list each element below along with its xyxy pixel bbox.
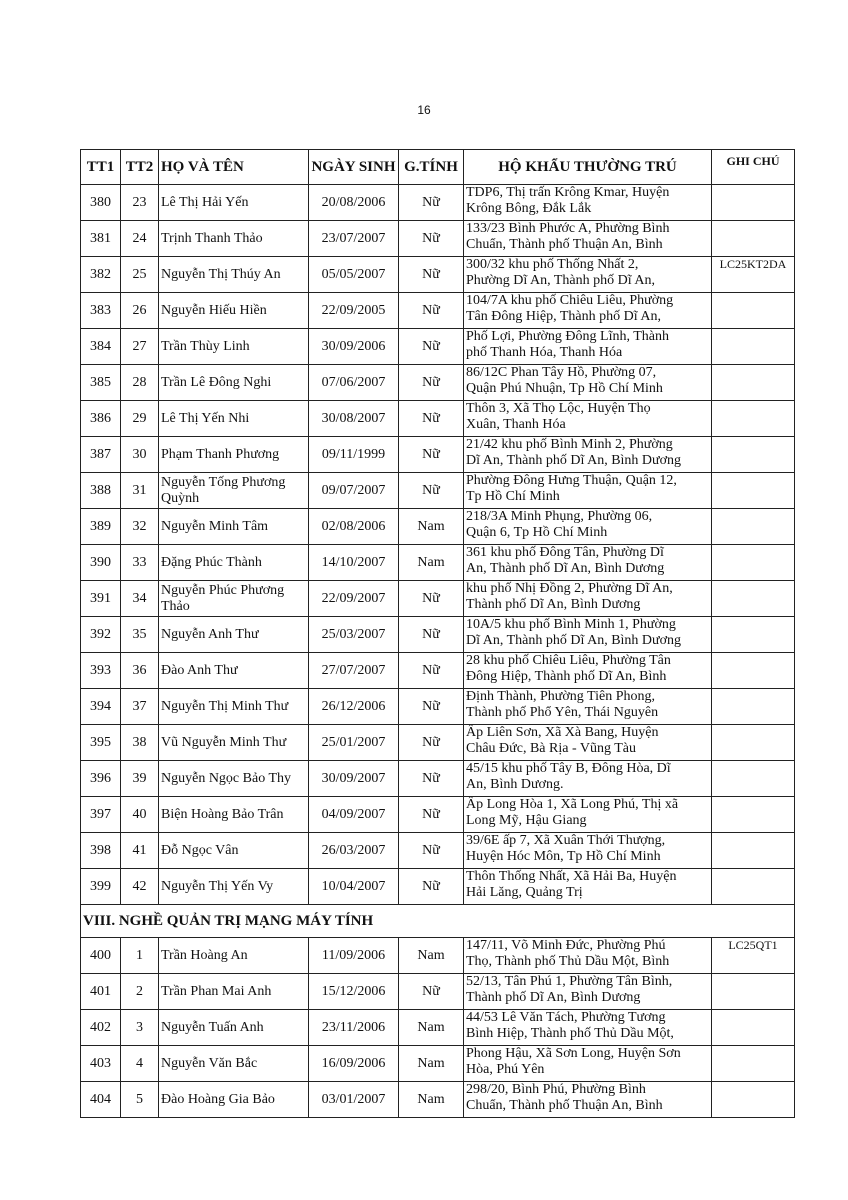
cell-address xyxy=(464,221,712,257)
cell-gender: Nam xyxy=(399,1046,464,1082)
roster-body-part2 xyxy=(81,938,795,1118)
cell-name: Đỗ Ngọc Vân xyxy=(159,833,309,869)
cell-tt1: 389 xyxy=(81,509,121,545)
cell-address xyxy=(464,653,712,689)
address-line: 28 khu phố Chiêu Liêu, Phường Tân xyxy=(466,653,671,668)
cell-address xyxy=(464,293,712,329)
cell-tt2: 3 xyxy=(121,1010,159,1046)
table-row xyxy=(81,617,795,653)
cell-tt2: 28 xyxy=(121,365,159,401)
cell-tt2: 1 xyxy=(121,938,159,974)
table-row xyxy=(81,833,795,869)
cell-gender: Nữ xyxy=(399,617,464,653)
section-row xyxy=(81,905,795,938)
table-row xyxy=(81,1010,795,1046)
address-line: Thành phố Dĩ An, Bình Dương xyxy=(466,990,641,1005)
address-line: Phường Dĩ An, Thành phố Dĩ An, xyxy=(466,273,655,288)
cell-dob: 14/10/2007 xyxy=(309,545,399,581)
cell-gender: Nữ xyxy=(399,221,464,257)
address-line: Phố Lợi, Phường Đông Lĩnh, Thành xyxy=(466,329,669,344)
address-line: 52/13, Tân Phú 1, Phường Tân Bình, xyxy=(466,974,673,989)
cell-name: Nguyễn Thị Thúy An xyxy=(159,257,309,293)
cell-name: Nguyễn Phúc Phương Thảo xyxy=(159,581,309,617)
cell-note xyxy=(712,1010,795,1046)
table-row xyxy=(81,401,795,437)
cell-dob: 03/01/2007 xyxy=(309,1082,399,1118)
page-number: 16 xyxy=(417,103,431,117)
table-row xyxy=(81,185,795,221)
cell-note xyxy=(712,581,795,617)
cell-note xyxy=(712,437,795,473)
cell-tt2: 25 xyxy=(121,257,159,293)
cell-name: Nguyễn Thị Yến Vy xyxy=(159,869,309,905)
address-line: 218/3A Minh Phụng, Phường 06, xyxy=(466,509,653,524)
address-line: 39/6E ấp 7, Xã Xuân Thới Thượng, xyxy=(466,833,666,848)
table-row xyxy=(81,938,795,974)
cell-address xyxy=(464,938,712,974)
cell-gender: Nữ xyxy=(399,293,464,329)
cell-gender: Nữ xyxy=(399,473,464,509)
cell-address xyxy=(464,401,712,437)
address-line: Bình Hiệp, Thành phố Thủ Dầu Một, xyxy=(466,1026,674,1041)
cell-address xyxy=(464,617,712,653)
cell-address xyxy=(464,833,712,869)
cell-tt2: 32 xyxy=(121,509,159,545)
address-line: Định Thành, Phường Tiên Phong, xyxy=(466,689,655,704)
cell-note xyxy=(712,833,795,869)
cell-tt1: 392 xyxy=(81,617,121,653)
cell-gender: Nữ xyxy=(399,437,464,473)
address-line: Thành phố Phổ Yên, Thái Nguyên xyxy=(466,705,659,720)
cell-name: Đào Anh Thư xyxy=(159,653,309,689)
cell-note xyxy=(712,185,795,221)
roster-body-part1 xyxy=(81,185,795,905)
cell-dob: 10/04/2007 xyxy=(309,869,399,905)
cell-note xyxy=(712,329,795,365)
address-line: Đông Hiệp, Thành phố Dĩ An, Bình xyxy=(466,669,667,684)
cell-gender: Nữ xyxy=(399,653,464,689)
cell-tt2: 29 xyxy=(121,401,159,437)
cell-tt1: 393 xyxy=(81,653,121,689)
cell-address xyxy=(464,1082,712,1118)
cell-name: Đào Hoàng Gia Bảo xyxy=(159,1082,309,1118)
table-row xyxy=(81,257,795,293)
cell-dob: 27/07/2007 xyxy=(309,653,399,689)
cell-gender: Nữ xyxy=(399,797,464,833)
col-header-name: HỌ VÀ TÊN xyxy=(159,150,309,185)
cell-tt2: 38 xyxy=(121,725,159,761)
cell-note xyxy=(712,974,795,1010)
col-header-tt2: TT2 xyxy=(121,150,159,185)
cell-gender: Nam xyxy=(399,938,464,974)
cell-tt1: 398 xyxy=(81,833,121,869)
cell-note xyxy=(712,473,795,509)
cell-gender: Nữ xyxy=(399,689,464,725)
cell-gender: Nam xyxy=(399,1082,464,1118)
cell-address xyxy=(464,329,712,365)
address-line: 147/11, Võ Minh Đức, Phường Phú xyxy=(466,938,666,953)
table-row xyxy=(81,473,795,509)
student-roster-table xyxy=(80,149,795,1118)
address-line: An, Thành phố Dĩ An, Bình Dương xyxy=(466,561,665,576)
cell-name: Trịnh Thanh Thảo xyxy=(159,221,309,257)
cell-address xyxy=(464,473,712,509)
cell-name: Nguyễn Ngọc Bảo Thy xyxy=(159,761,309,797)
cell-address xyxy=(464,185,712,221)
address-line: Dĩ An, Thành phố Dĩ An, Bình Dương xyxy=(466,453,682,468)
address-line: Chuẩn, Thành phố Thuận An, Bình xyxy=(466,1098,663,1113)
table-row xyxy=(81,653,795,689)
address-line: phố Thanh Hóa, Thanh Hóa xyxy=(466,345,623,360)
cell-note xyxy=(712,869,795,905)
cell-gender: Nữ xyxy=(399,257,464,293)
cell-tt2: 39 xyxy=(121,761,159,797)
cell-gender: Nữ xyxy=(399,725,464,761)
address-line: Tân Đông Hiệp, Thành phố Dĩ An, xyxy=(466,309,661,324)
cell-note xyxy=(712,689,795,725)
table-row xyxy=(81,509,795,545)
cell-name: Nguyễn Minh Tâm xyxy=(159,509,309,545)
cell-tt1: 390 xyxy=(81,545,121,581)
cell-name: Trần Hoàng An xyxy=(159,938,309,974)
section-title: VIII. NGHỀ QUẢN TRỊ MẠNG MÁY TÍNH xyxy=(81,905,795,938)
cell-name: Nguyễn Tuấn Anh xyxy=(159,1010,309,1046)
address-line: Ấp Liên Sơn, Xã Xà Bang, Huyện xyxy=(466,725,659,740)
cell-address xyxy=(464,689,712,725)
cell-dob: 22/09/2007 xyxy=(309,581,399,617)
cell-name: Nguyễn Anh Thư xyxy=(159,617,309,653)
cell-note xyxy=(712,509,795,545)
cell-address xyxy=(464,509,712,545)
cell-dob: 05/05/2007 xyxy=(309,257,399,293)
cell-tt2: 41 xyxy=(121,833,159,869)
table-row xyxy=(81,329,795,365)
cell-name: Trần Phan Mai Anh xyxy=(159,974,309,1010)
cell-address xyxy=(464,257,712,293)
cell-note xyxy=(712,1046,795,1082)
section-body xyxy=(81,905,795,938)
address-line: 361 khu phố Đông Tân, Phường Dĩ xyxy=(466,545,664,560)
cell-address xyxy=(464,545,712,581)
cell-tt1: 397 xyxy=(81,797,121,833)
cell-note: LC25KT2DA xyxy=(712,257,795,293)
address-line: 10A/5 khu phố Bình Minh 1, Phường xyxy=(466,617,676,632)
address-line: 133/23 Bình Phước A, Phường Bình xyxy=(466,221,670,236)
cell-tt2: 36 xyxy=(121,653,159,689)
cell-dob: 30/09/2007 xyxy=(309,761,399,797)
cell-tt1: 383 xyxy=(81,293,121,329)
cell-dob: 26/12/2006 xyxy=(309,689,399,725)
cell-tt2: 26 xyxy=(121,293,159,329)
table-row xyxy=(81,221,795,257)
cell-name: Nguyễn Thị Minh Thư xyxy=(159,689,309,725)
cell-tt2: 2 xyxy=(121,974,159,1010)
address-line: 45/15 khu phố Tây B, Đông Hòa, Dĩ xyxy=(466,761,671,776)
cell-tt2: 37 xyxy=(121,689,159,725)
cell-name: Nguyễn Tống Phương Quỳnh xyxy=(159,473,309,509)
table-row xyxy=(81,581,795,617)
cell-dob: 11/09/2006 xyxy=(309,938,399,974)
cell-address xyxy=(464,761,712,797)
cell-gender: Nữ xyxy=(399,833,464,869)
cell-dob: 30/09/2006 xyxy=(309,329,399,365)
cell-tt1: 380 xyxy=(81,185,121,221)
cell-note xyxy=(712,653,795,689)
cell-note xyxy=(712,401,795,437)
cell-tt2: 30 xyxy=(121,437,159,473)
cell-address xyxy=(464,581,712,617)
cell-tt2: 34 xyxy=(121,581,159,617)
cell-tt1: 381 xyxy=(81,221,121,257)
table-row xyxy=(81,761,795,797)
address-line: 86/12C Phan Tây Hồ, Phường 07, xyxy=(466,365,657,380)
cell-tt1: 394 xyxy=(81,689,121,725)
address-line: An, Bình Dương. xyxy=(466,777,564,792)
address-line: Thọ, Thành phố Thủ Dầu Một, Bình xyxy=(466,954,670,969)
address-line: Chuẩn, Thành phố Thuận An, Bình xyxy=(466,237,663,252)
address-line: 298/20, Bình Phú, Phường Bình xyxy=(466,1082,646,1097)
cell-gender: Nam xyxy=(399,1010,464,1046)
cell-tt1: 401 xyxy=(81,974,121,1010)
cell-name: Trần Lê Đông Nghi xyxy=(159,365,309,401)
cell-tt2: 33 xyxy=(121,545,159,581)
cell-tt1: 382 xyxy=(81,257,121,293)
cell-name: Nguyễn Văn Bắc xyxy=(159,1046,309,1082)
cell-note xyxy=(712,725,795,761)
cell-dob: 23/07/2007 xyxy=(309,221,399,257)
cell-tt1: 384 xyxy=(81,329,121,365)
cell-note xyxy=(712,617,795,653)
table-row xyxy=(81,689,795,725)
cell-tt2: 27 xyxy=(121,329,159,365)
cell-dob: 25/03/2007 xyxy=(309,617,399,653)
table-row xyxy=(81,869,795,905)
cell-dob: 09/07/2007 xyxy=(309,473,399,509)
cell-dob: 04/09/2007 xyxy=(309,797,399,833)
address-line: Xuân, Thanh Hóa xyxy=(466,417,566,432)
cell-name: Đặng Phúc Thành xyxy=(159,545,309,581)
cell-name: Trần Thùy Linh xyxy=(159,329,309,365)
address-line: Phường Đông Hưng Thuận, Quận 12, xyxy=(466,473,677,488)
address-line: Tp Hồ Chí Minh xyxy=(466,489,560,504)
cell-tt1: 403 xyxy=(81,1046,121,1082)
col-header-address: HỘ KHẨU THƯỜNG TRÚ xyxy=(464,150,712,185)
cell-dob: 16/09/2006 xyxy=(309,1046,399,1082)
cell-name: Vũ Nguyễn Minh Thư xyxy=(159,725,309,761)
cell-tt2: 35 xyxy=(121,617,159,653)
cell-tt2: 31 xyxy=(121,473,159,509)
address-line: Ấp Long Hòa 1, Xã Long Phú, Thị xã xyxy=(466,797,679,812)
table-row xyxy=(81,545,795,581)
cell-tt1: 386 xyxy=(81,401,121,437)
cell-tt1: 400 xyxy=(81,938,121,974)
table-row xyxy=(81,437,795,473)
cell-tt1: 402 xyxy=(81,1010,121,1046)
address-line: Krông Bông, Đắk Lắk xyxy=(466,201,592,216)
cell-address xyxy=(464,974,712,1010)
cell-gender: Nữ xyxy=(399,185,464,221)
cell-note xyxy=(712,365,795,401)
cell-gender: Nam xyxy=(399,545,464,581)
cell-dob: 22/09/2005 xyxy=(309,293,399,329)
col-header-dob: NGÀY SINH xyxy=(309,150,399,185)
header-row xyxy=(81,150,795,185)
cell-tt1: 404 xyxy=(81,1082,121,1118)
address-line: khu phố Nhị Đồng 2, Phường Dĩ An, xyxy=(466,581,673,596)
table-row xyxy=(81,1046,795,1082)
cell-tt2: 42 xyxy=(121,869,159,905)
cell-dob: 15/12/2006 xyxy=(309,974,399,1010)
address-line: 44/53 Lê Văn Tách, Phường Tương xyxy=(466,1010,666,1025)
cell-tt1: 388 xyxy=(81,473,121,509)
cell-note xyxy=(712,1082,795,1118)
cell-address xyxy=(464,797,712,833)
cell-dob: 20/08/2006 xyxy=(309,185,399,221)
cell-tt2: 24 xyxy=(121,221,159,257)
cell-tt1: 385 xyxy=(81,365,121,401)
cell-dob: 09/11/1999 xyxy=(309,437,399,473)
cell-tt1: 399 xyxy=(81,869,121,905)
address-line: Châu Đức, Bà Rịa - Vũng Tàu xyxy=(466,741,636,756)
col-header-note: GHI CHÚ xyxy=(712,150,795,185)
col-header-gender: G.TÍNH xyxy=(399,150,464,185)
cell-address xyxy=(464,437,712,473)
address-line: Long Mỹ, Hậu Giang xyxy=(466,813,587,828)
cell-name: Nguyễn Hiếu Hiền xyxy=(159,293,309,329)
cell-dob: 07/06/2007 xyxy=(309,365,399,401)
cell-gender: Nữ xyxy=(399,869,464,905)
address-line: Dĩ An, Thành phố Dĩ An, Bình Dương xyxy=(466,633,682,648)
col-header-tt1: TT1 xyxy=(81,150,121,185)
cell-name: Biện Hoàng Bảo Trân xyxy=(159,797,309,833)
cell-gender: Nữ xyxy=(399,401,464,437)
address-line: Quận 6, Tp Hồ Chí Minh xyxy=(466,525,608,540)
address-line: Hòa, Phú Yên xyxy=(466,1062,545,1077)
cell-gender: Nữ xyxy=(399,581,464,617)
cell-tt1: 396 xyxy=(81,761,121,797)
cell-note: LC25QT1 xyxy=(712,938,795,974)
cell-note xyxy=(712,293,795,329)
cell-tt1: 395 xyxy=(81,725,121,761)
cell-tt2: 4 xyxy=(121,1046,159,1082)
address-line: Huyện Hóc Môn, Tp Hồ Chí Minh xyxy=(466,849,661,864)
table-row xyxy=(81,365,795,401)
cell-gender: Nữ xyxy=(399,974,464,1010)
table-row xyxy=(81,293,795,329)
address-line: Quận Phú Nhuận, Tp Hồ Chí Minh xyxy=(466,381,663,396)
cell-dob: 30/08/2007 xyxy=(309,401,399,437)
cell-gender: Nữ xyxy=(399,329,464,365)
table-row xyxy=(81,797,795,833)
cell-address xyxy=(464,365,712,401)
cell-address xyxy=(464,1010,712,1046)
cell-name: Lê Thị Hải Yến xyxy=(159,185,309,221)
cell-tt1: 387 xyxy=(81,437,121,473)
cell-tt2: 23 xyxy=(121,185,159,221)
address-line: Thành phố Dĩ An, Bình Dương xyxy=(466,597,641,612)
address-line: 300/32 khu phố Thống Nhất 2, xyxy=(466,257,639,272)
address-line: Hải Lăng, Quảng Trị xyxy=(466,885,583,900)
cell-address xyxy=(464,1046,712,1082)
cell-name: Lê Thị Yến Nhi xyxy=(159,401,309,437)
address-line: Thôn 3, Xã Thọ Lộc, Huyện Thọ xyxy=(466,401,651,416)
address-line: 21/42 khu phố Bình Minh 2, Phường xyxy=(466,437,673,452)
cell-tt2: 5 xyxy=(121,1082,159,1118)
table-row xyxy=(81,725,795,761)
cell-note xyxy=(712,545,795,581)
cell-note xyxy=(712,221,795,257)
cell-dob: 23/11/2006 xyxy=(309,1010,399,1046)
cell-note xyxy=(712,761,795,797)
cell-gender: Nữ xyxy=(399,365,464,401)
cell-dob: 02/08/2006 xyxy=(309,509,399,545)
table-row xyxy=(81,974,795,1010)
cell-tt1: 391 xyxy=(81,581,121,617)
cell-dob: 25/01/2007 xyxy=(309,725,399,761)
cell-dob: 26/03/2007 xyxy=(309,833,399,869)
cell-name: Phạm Thanh Phương xyxy=(159,437,309,473)
address-line: Phong Hậu, Xã Sơn Long, Huyện Sơn xyxy=(466,1046,681,1061)
cell-tt2: 40 xyxy=(121,797,159,833)
table-row xyxy=(81,1082,795,1118)
cell-gender: Nam xyxy=(399,509,464,545)
cell-gender: Nữ xyxy=(399,761,464,797)
cell-address xyxy=(464,869,712,905)
address-line: 104/7A khu phố Chiêu Liêu, Phường xyxy=(466,293,674,308)
cell-note xyxy=(712,797,795,833)
cell-address xyxy=(464,725,712,761)
address-line: Thôn Thống Nhất, Xã Hải Ba, Huyện xyxy=(466,869,677,884)
address-line: TDP6, Thị trấn Krông Kmar, Huyện xyxy=(466,185,670,200)
